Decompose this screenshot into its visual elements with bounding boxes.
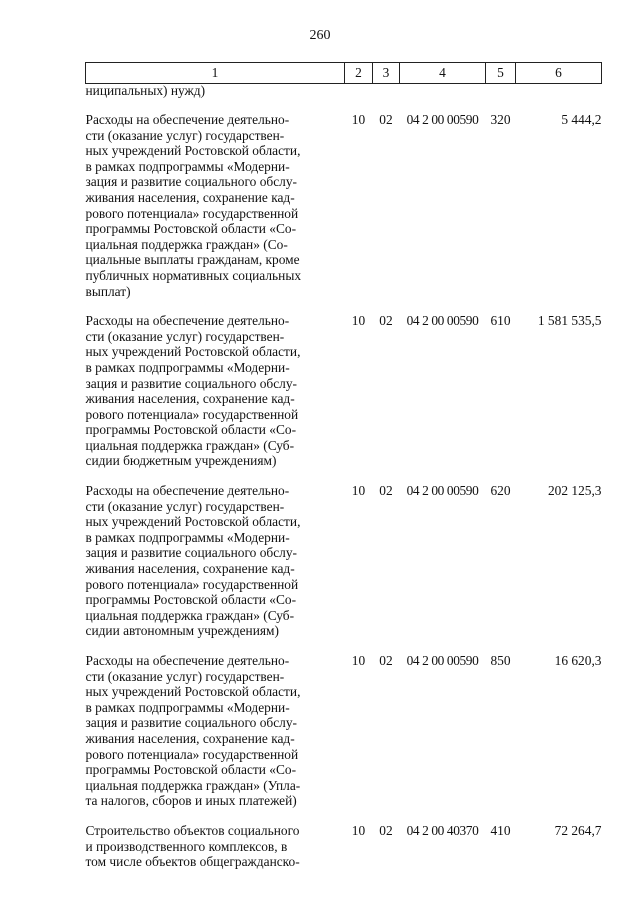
expense-type-code: 410 bbox=[490, 822, 511, 838]
description-line: циальная поддержка граждан» (Суб- bbox=[85, 437, 295, 453]
description-line: Расходы на обеспечение деятельно- bbox=[85, 483, 290, 499]
target-article-code: 04 2 00 00590 bbox=[406, 112, 479, 127]
description-line: живания населения, сохранение кад- bbox=[85, 730, 295, 746]
target-article-code: 04 2 00 00590 bbox=[406, 483, 479, 499]
description-line: выплат) bbox=[85, 283, 131, 299]
description-line: рового потенциала» государственной bbox=[85, 205, 299, 221]
description-line: программы Ростовской области «Со- bbox=[85, 221, 297, 237]
description-line: и производственного комплексов, в bbox=[85, 838, 288, 854]
subsection-code: 02 bbox=[379, 313, 393, 329]
header-col-5: 5 bbox=[486, 63, 516, 84]
description-line: та налогов, сборов и иных платежей) bbox=[85, 793, 297, 809]
row-spacer bbox=[86, 639, 602, 653]
target-article-code: 04 2 00 00590 bbox=[406, 313, 479, 329]
table-row bbox=[86, 823, 602, 870]
description-line: сти (оказание услуг) государствен- bbox=[85, 668, 285, 684]
expense-type-code: 320 bbox=[490, 112, 511, 127]
description-line: сти (оказание услуг) государствен- bbox=[85, 498, 285, 514]
table-row bbox=[86, 483, 602, 639]
budget-table bbox=[85, 62, 602, 870]
description-line: Расходы на обеспечение деятельно- bbox=[85, 653, 290, 668]
expense-type-code: 610 bbox=[490, 313, 511, 329]
description-line: программы Ростовской области «Со- bbox=[85, 422, 297, 438]
row-description bbox=[86, 112, 345, 299]
expense-type-code: 620 bbox=[490, 483, 511, 499]
amount: 16 620,3 bbox=[554, 653, 602, 668]
table-row bbox=[86, 653, 602, 809]
table-body bbox=[86, 84, 602, 870]
description-line: циальная поддержка граждан» (Суб- bbox=[85, 607, 295, 623]
page-number: 260 bbox=[309, 28, 331, 43]
continuation-row bbox=[86, 84, 602, 99]
section-code: 10 bbox=[351, 822, 366, 838]
description-line: Расходы на обеспечение деятельно- bbox=[85, 112, 290, 127]
amount: 1 581 535,5 bbox=[537, 313, 602, 329]
amount: 72 264,7 bbox=[554, 822, 602, 838]
row-spacer bbox=[86, 809, 602, 823]
description-line: Расходы на обеспечение деятельно- bbox=[85, 313, 290, 329]
row-description bbox=[86, 313, 345, 469]
header-col-3: 3 bbox=[373, 63, 400, 84]
description-line: в рамках подпрограммы «Модерни- bbox=[85, 699, 290, 715]
amount: 5 444,2 bbox=[561, 112, 602, 127]
row-description bbox=[86, 653, 345, 809]
header-col-1: 1 bbox=[86, 63, 345, 84]
description-line: программы Ростовской области «Со- bbox=[85, 592, 297, 608]
description-line: циальные выплаты гражданам, кроме bbox=[85, 252, 300, 268]
header-col-2: 2 bbox=[345, 63, 373, 84]
subsection-code: 02 bbox=[379, 483, 393, 499]
description-line: сидии бюджетным учреждениям) bbox=[85, 453, 277, 469]
row-spacer bbox=[86, 469, 602, 483]
section-code: 10 bbox=[351, 483, 366, 499]
row-spacer bbox=[86, 299, 602, 313]
description-line: ных учреждений Ростовской области, bbox=[85, 514, 301, 530]
description-line: том числе объектов общегражданско- bbox=[85, 854, 300, 870]
table-row bbox=[86, 313, 602, 469]
continuation-text: ниципальных) нужд) bbox=[85, 83, 206, 98]
header-row bbox=[86, 63, 602, 84]
description-line: ных учреждений Ростовской области, bbox=[85, 143, 301, 159]
table-row bbox=[86, 112, 602, 299]
description-line: живания населения, сохранение кад- bbox=[85, 189, 295, 205]
description-line: в рамках подпрограммы «Модерни- bbox=[85, 359, 290, 375]
subsection-code: 02 bbox=[379, 822, 393, 838]
description-line: ных учреждений Ростовской области, bbox=[85, 344, 301, 360]
description-line: живания населения, сохранение кад- bbox=[85, 391, 295, 407]
header-col-6: 6 bbox=[516, 63, 602, 84]
description-line: циальная поддержка граждан» (Со- bbox=[85, 236, 288, 252]
description-line: в рамках подпрограммы «Модерни- bbox=[85, 158, 290, 174]
description-line: зация и развитие социального обслу- bbox=[85, 545, 297, 561]
description-line: рового потенциала» государственной bbox=[85, 406, 299, 422]
description-line: зация и развитие социального обслу- bbox=[85, 715, 297, 731]
description-line: зация и развитие социального обслу- bbox=[85, 174, 297, 190]
row-description bbox=[86, 823, 345, 870]
target-article-code: 04 2 00 40370 bbox=[406, 822, 479, 838]
description-line: сти (оказание услуг) государствен- bbox=[85, 328, 285, 344]
description-line: зация и развитие социального обслу- bbox=[85, 375, 297, 391]
section-code: 10 bbox=[351, 653, 366, 668]
row-spacer bbox=[86, 98, 602, 112]
description-line: живания населения, сохранение кад- bbox=[85, 561, 295, 577]
description-line: Строительство объектов социального bbox=[85, 822, 300, 838]
subsection-code: 02 bbox=[379, 653, 393, 668]
target-article-code: 04 2 00 00590 bbox=[406, 653, 479, 668]
description-line: циальная поддержка граждан» (Упла- bbox=[85, 777, 301, 793]
header-col-4: 4 bbox=[400, 63, 486, 84]
description-line: ных учреждений Ростовской области, bbox=[85, 684, 301, 700]
section-code: 10 bbox=[351, 313, 366, 329]
description-line: в рамках подпрограммы «Модерни- bbox=[85, 529, 290, 545]
description-line: программы Ростовской области «Со- bbox=[85, 762, 297, 778]
description-line: рового потенциала» государственной bbox=[85, 746, 299, 762]
description-line: публичных нормативных социальных bbox=[85, 267, 302, 283]
subsection-code: 02 bbox=[379, 112, 393, 127]
description-line: сидии автономным учреждениям) bbox=[85, 623, 279, 639]
row-description bbox=[86, 483, 345, 639]
section-code: 10 bbox=[351, 112, 366, 127]
description-line: рового потенциала» государственной bbox=[85, 576, 299, 592]
description-line: сти (оказание услуг) государствен- bbox=[85, 127, 285, 143]
expense-type-code: 850 bbox=[490, 653, 511, 668]
amount: 202 125,3 bbox=[547, 483, 602, 499]
